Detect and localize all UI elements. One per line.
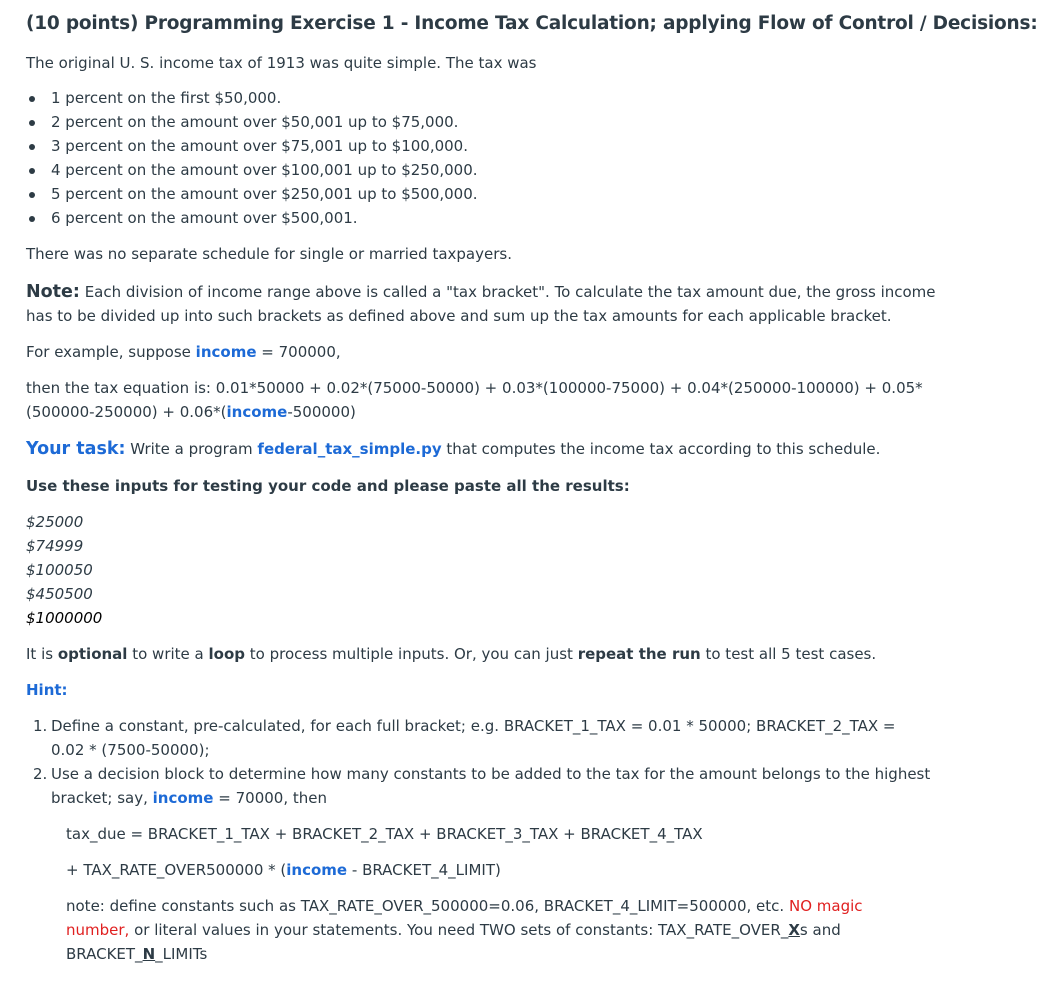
hint-1-line2: 0.02 * (7500-50000); — [51, 741, 210, 759]
hint-number: 2. — [33, 765, 48, 783]
test-input: $1000000 — [26, 609, 103, 627]
note-paragraph — [26, 280, 936, 304]
intro-paragraph: The original U. S. income tax of 1913 was quite simple. The tax was — [26, 54, 537, 72]
note-label: Note: — [26, 282, 80, 302]
final-note-line1 — [66, 894, 863, 918]
inputs-heading: Use these inputs for testing your code and please paste all the results: — [26, 477, 630, 495]
loop-emphasis: loop — [208, 645, 246, 663]
final-note-text: BRACKET_ — [66, 945, 143, 963]
equation-suffix: -500000) — [287, 403, 356, 421]
repeat-run-emphasis: repeat the run — [577, 645, 701, 663]
task-label: Your task: — [26, 439, 126, 459]
list-item: 5 percent on the amount over $250,001 up to $500,000. — [51, 185, 478, 203]
example-paragraph — [26, 340, 341, 364]
no-magic-warning: NO magic — [788, 897, 863, 915]
income-variable: income — [195, 343, 257, 361]
final-note-text: s and — [799, 921, 841, 939]
hint-2-prefix: bracket; say, — [51, 789, 148, 807]
optional-text: It is — [26, 645, 54, 663]
income-variable: income — [152, 789, 214, 807]
no-magic-warning: number, — [66, 921, 130, 939]
n-placeholder: N — [142, 945, 156, 963]
equation-line1: then the tax equation is: 0.01*50000 + 0.02*(75000-50000) + 0.03*(100000-75000) + 0.04*(250000-100000) + 0.05* — [26, 379, 923, 397]
example-suffix: = 700000, — [261, 343, 341, 361]
hint-label: Hint: — [26, 681, 68, 699]
equation-line2 — [26, 400, 356, 424]
test-input: $25000 — [26, 513, 84, 531]
over-formula — [66, 858, 501, 882]
final-note-text: _LIMITs — [155, 945, 208, 963]
final-note-text: note: define constants such as TAX_RATE_OVER_500000=0.06, BRACKET_4_LIMIT=500000, etc. — [66, 897, 785, 915]
task-suffix: that computes the income tax according to this schedule. — [446, 440, 881, 458]
final-note-text: or literal values in your statements. You need TWO sets of constants: TAX_RATE_OVER_ — [134, 921, 789, 939]
final-note-line3 — [66, 942, 207, 966]
list-item: 2 percent on the amount over $50,001 up to $75,000. — [51, 113, 459, 131]
final-note-line2 — [66, 918, 841, 942]
over-prefix: + TAX_RATE_OVER500000 * ( — [66, 861, 287, 879]
test-input: $450500 — [26, 585, 93, 603]
hint-2-line1: Use a decision block to determine how many constants to be added to the tax for the amount belongs to the highest — [51, 765, 931, 783]
optional-emphasis: optional — [57, 645, 128, 663]
optional-text: to process multiple inputs. Or, you can just — [249, 645, 573, 663]
list-item: 1 percent on the first $50,000. — [51, 89, 282, 107]
list-item: 6 percent on the amount over $500,001. — [51, 209, 358, 227]
optional-text: to write a — [132, 645, 204, 663]
x-placeholder: X — [788, 921, 800, 939]
over-suffix: - BRACKET_4_LIMIT) — [351, 861, 501, 879]
hint-2-suffix: = 70000, then — [218, 789, 327, 807]
program-filename: federal_tax_simple.py — [257, 440, 442, 458]
task-paragraph — [26, 437, 880, 461]
task-prefix: Write a program — [130, 440, 253, 458]
tax-due-formula: tax_due = BRACKET_1_TAX + BRACKET_2_TAX + BRACKET_3_TAX + BRACKET_4_TAX — [66, 825, 703, 843]
income-variable: income — [286, 861, 348, 879]
test-input: $100050 — [26, 561, 93, 579]
hint-number: 1. — [33, 717, 48, 735]
example-prefix: For example, suppose — [26, 343, 191, 361]
note-text-line2: has to be divided up into such brackets as defined above and sum up the tax amounts for each applicable bracket. — [26, 307, 892, 325]
income-variable: income — [226, 403, 288, 421]
equation-prefix: (500000-250000) + 0.06*( — [26, 403, 227, 421]
hint-2-line2 — [51, 786, 327, 810]
note-text-line1: Each division of income range above is called a "tax bracket". To calculate the tax amount due, the gross income — [84, 283, 936, 301]
list-item: 3 percent on the amount over $75,001 up to $100,000. — [51, 137, 468, 155]
test-input: $74999 — [26, 537, 84, 555]
list-item: 4 percent on the amount over $100,001 up to $250,000. — [51, 161, 478, 179]
no-schedule-paragraph: There was no separate schedule for single or married taxpayers. — [26, 245, 512, 263]
optional-text: to test all 5 test cases. — [705, 645, 877, 663]
page-title: (10 points) Programming Exercise 1 - Income Tax Calculation; applying Flow of Control / Decisions: — [26, 13, 1038, 34]
hint-1-line1: Define a constant, pre-calculated, for each full bracket; e.g. BRACKET_1_TAX = 0.01 * 50000; BRACKET_2_TAX = — [51, 717, 896, 735]
optional-paragraph — [26, 642, 876, 666]
